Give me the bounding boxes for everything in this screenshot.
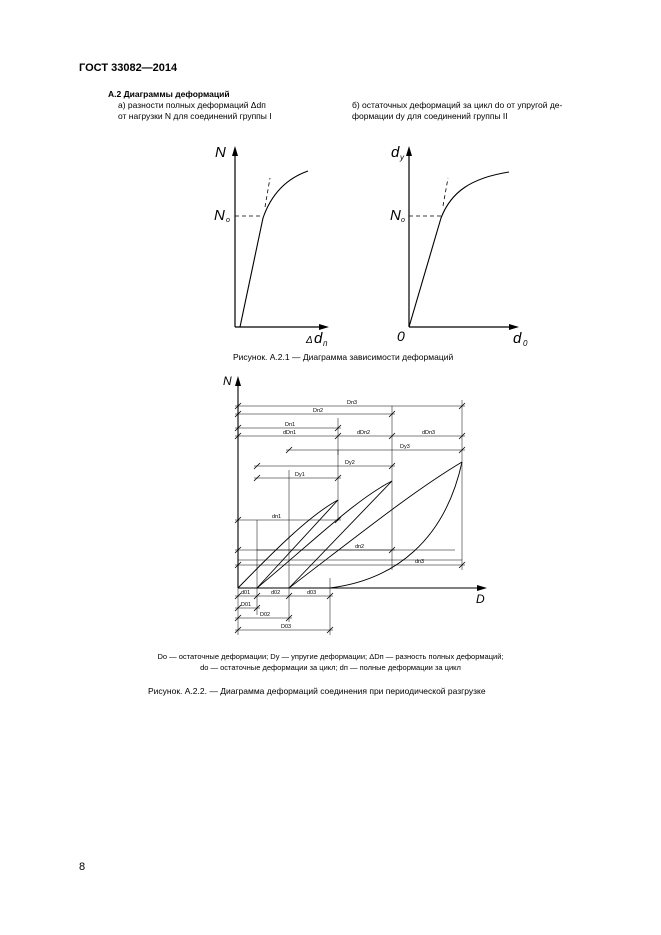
dim-Dp1: Dп1 [285, 422, 296, 428]
cyclic-x-arrow [477, 585, 487, 591]
dim-Dp2: Dп2 [313, 408, 324, 414]
diagram-a [200, 140, 340, 355]
dim-D02: D02 [260, 612, 271, 618]
dim-Dy3: Dy3 [400, 444, 410, 450]
diagram-b-x-label: d [513, 330, 522, 347]
dim-Dy1: Dy1 [295, 472, 305, 478]
diagram-a-y-label: N [215, 144, 226, 161]
diagram-b-tangent [443, 178, 448, 206]
dim-D03: D03 [281, 624, 292, 630]
dim-dDp1: dDп1 [283, 430, 297, 436]
subfig-a-caption-line2: от нагрузки N для соединений группы I [118, 111, 272, 121]
cyclic-x-label: D [476, 592, 485, 606]
diagram-b-n0-label: N [390, 207, 401, 224]
dim-D01: D01 [241, 602, 252, 608]
dimension-ticks [235, 403, 465, 633]
diagram-b-y-label: d [391, 144, 400, 161]
diagram-b-y-arrow [406, 146, 412, 156]
dim-d01: d01 [241, 590, 251, 596]
loop2-loading [257, 481, 392, 588]
page-number: 8 [79, 861, 86, 873]
dim-Dy2: Dy2 [345, 460, 355, 466]
diagram-b-curve [409, 172, 509, 327]
diagram-a-n0-sub: o [226, 217, 230, 224]
loop1-loading [238, 500, 338, 588]
diagram-cyclic [215, 370, 495, 640]
cyclic-y-label: N [223, 374, 232, 388]
diagram-a-x-sub: п [323, 339, 328, 348]
loop2-unloading [289, 481, 392, 588]
subfig-b-caption-line1: б) остаточных деформаций за цикл dо от упругой де- [352, 100, 563, 110]
dim-dp2: dп2 [355, 544, 365, 550]
diagram-b-x-sub: 0 [523, 339, 528, 348]
figure-1-caption: Рисунок. А.2.1 — Диаграмма зависимости деформаций [233, 352, 454, 362]
dim-dDp2: dDп2 [357, 430, 371, 436]
subfig-a-caption [118, 100, 272, 122]
diagram-a-tangent [265, 178, 270, 207]
diagram-b-origin: 0 [397, 328, 405, 344]
diagram-a-y-arrow [232, 146, 238, 156]
subfig-a-caption-line1: а) разности полных деформаций Δdп [118, 100, 266, 110]
diagram-b-n0-sub: o [401, 217, 405, 224]
figure-2-legend [0, 651, 661, 673]
legend-line1: Dо — остаточные деформации; Dу — упругие деформации; ΔDп — разность полных деформаций; [157, 652, 504, 661]
subfig-b-caption [352, 100, 562, 122]
diagram-b-y-sub: y [400, 153, 404, 162]
legend-line2: dо — остаточные деформации за цикл; dп — полные деформации за цикл [200, 663, 461, 672]
loop1-unloading [257, 500, 338, 588]
figure-2-caption: Рисунок. А.2.2. — Диаграмма деформаций соединения при периодической разгрузке [148, 686, 486, 696]
section-title: А.2 Диаграммы деформаций [108, 89, 230, 99]
document-header: ГОСТ 33082—2014 [79, 62, 178, 74]
dimension-lines [235, 406, 465, 630]
subfig-b-caption-line2: формации dу для соединений группы II [352, 111, 508, 121]
dim-d03: d03 [307, 590, 317, 596]
diagram-a-x-delta: Δ [306, 335, 313, 346]
dim-dp3: dп3 [415, 559, 425, 565]
diagram-a-n0-label: N [214, 207, 225, 224]
cyclic-y-arrow [235, 376, 241, 386]
dim-dDp3: dDп3 [422, 430, 436, 436]
dim-Dp3: Dп3 [347, 400, 358, 406]
diagram-a-x-label: d [314, 330, 323, 347]
diagram-b [385, 140, 545, 355]
dim-dp1: dп1 [272, 514, 282, 520]
diagram-a-curve [240, 171, 308, 327]
dim-d02: d02 [271, 590, 281, 596]
